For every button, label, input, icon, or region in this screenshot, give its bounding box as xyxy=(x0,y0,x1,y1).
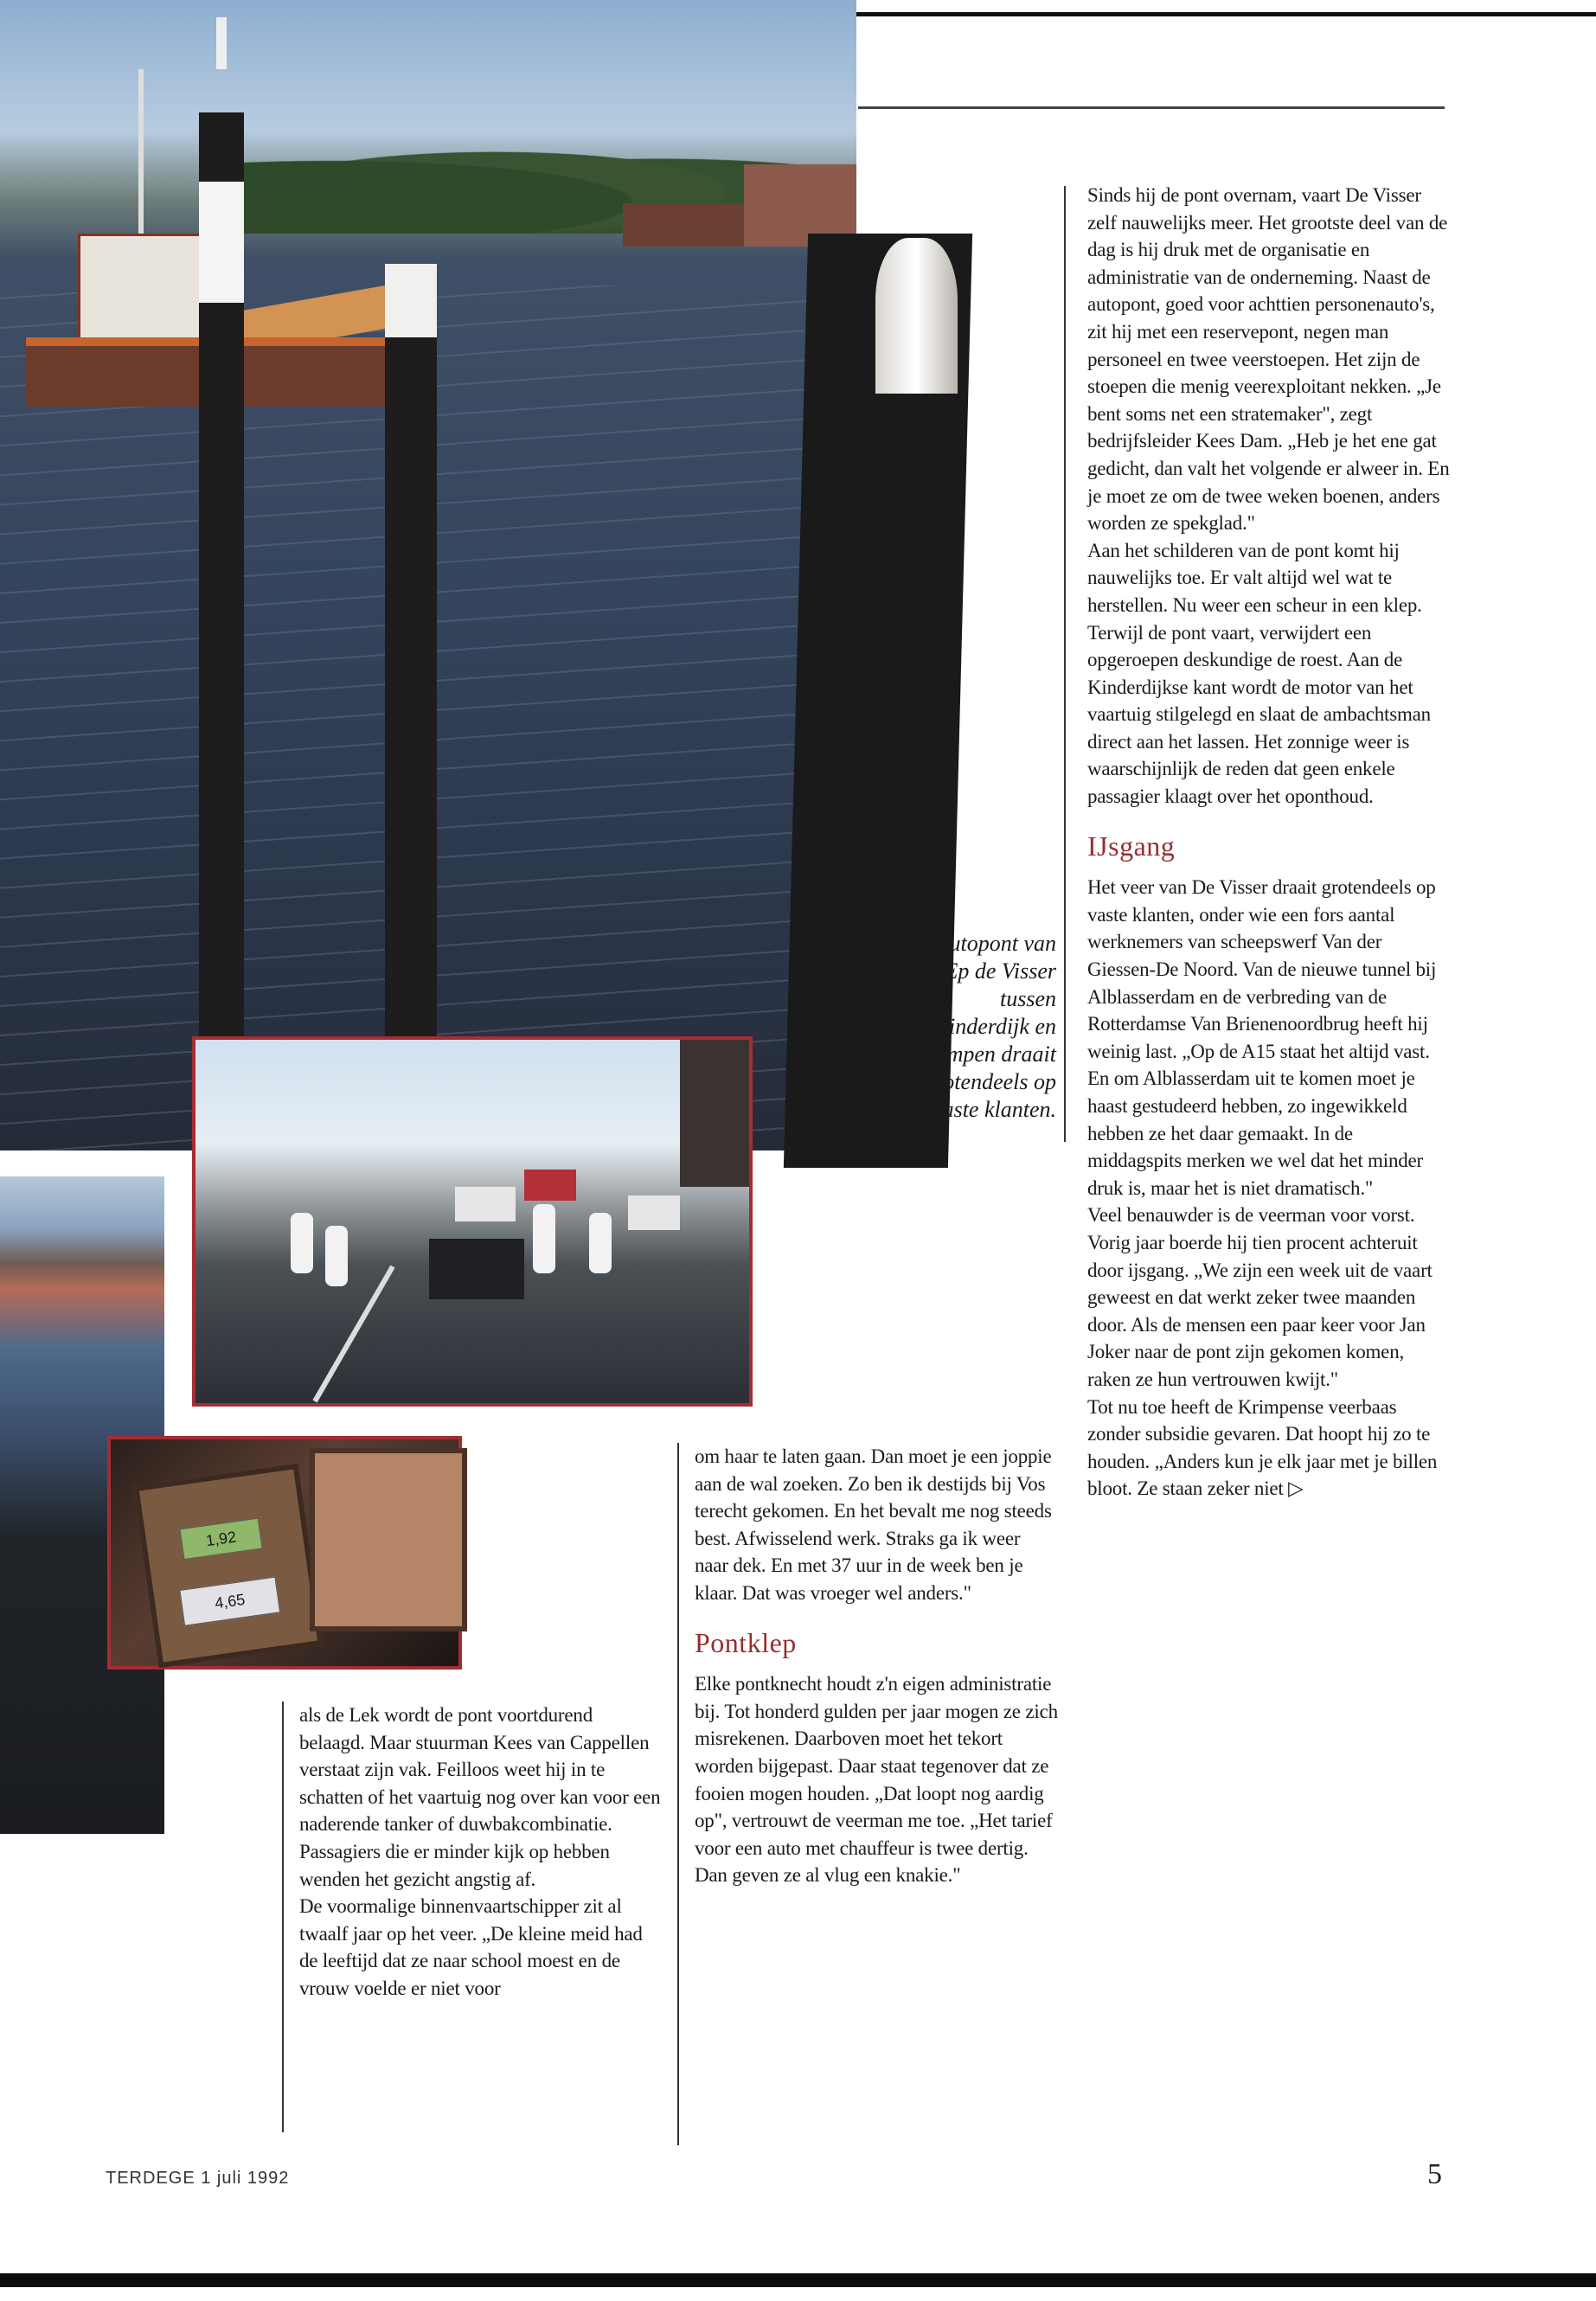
photo-road-cyclists xyxy=(192,1036,753,1407)
road-car xyxy=(455,1187,516,1221)
column-rule xyxy=(282,1702,284,2132)
main-photo-ferry xyxy=(0,0,856,1150)
footer-publication: TERDEGE 1 juli 1992 xyxy=(106,2169,290,2188)
article-column-middle xyxy=(695,1443,1058,1889)
photo-house xyxy=(623,203,753,247)
article-column-left xyxy=(299,1702,663,2003)
paragraph: Het veer van De Visser draait grotendeels op vaste klanten, onder wie een fors aantal werknemers van scheepswerf Van der Giessen-De Noord. Van de nieuwe tunnel bij Alblasserdam en de verbreding van de Rotterdamse Van Brienenoordbrug heeft hij weinig last. „Op de A15 staat het altijd vast. En om Alblasserdam uit te komen moet je haast gestudeerd hebben, zo ingewikkeld hebben ze het daar gemaakt. In de middagspits merken we wel dat het minder druk is, maar het is niet dramatisch." xyxy=(1087,876,1437,1199)
paragraph: Aan het schilderen van de pont komt hij nauwelijks toe. Er valt altijd wel wat te herstellen. Nu weer een scheur in een klep. Terwijl de pont vaart, verwijdert een opgeroepen deskundige de roest. Aan de Kinderdijkse kant wordt de motor van het vaartuig stilgelegd en slaat de ambachtsman direct aan het lassen. Het zonnige weer is waarschijnlijk de reden dat geen enkele passagier klaagt over het oponthoud. xyxy=(1087,539,1431,808)
ferry-mast xyxy=(138,69,144,234)
section-heading: IJsgang xyxy=(1087,830,1176,862)
paragraph: De voormalige binnenvaartschipper zit al twaalf jaar op het veer. „De kleine meid had de leeftijd dat ze naar school moest en de vrouw voelde er niet voor xyxy=(299,1895,643,1999)
paragraph: Tot nu toe heeft de Krimpense veerbaas zonder subsidie gevaren. Dat hoopt hij zo te houden. „Anders kun je elk jaar met je billen bloot. Ze staan zeker niet ▷ xyxy=(1087,1395,1438,1500)
mooring-pole-cap xyxy=(385,264,437,337)
article-column-right xyxy=(1087,182,1451,1503)
ferry-cabin xyxy=(78,234,213,351)
ticket-tray xyxy=(133,1464,324,1669)
road-car-dark xyxy=(429,1239,524,1299)
road-gate xyxy=(680,1040,749,1187)
column-rule xyxy=(677,1443,679,2145)
section-heading: Pontklep xyxy=(695,1626,797,1658)
paragraph: Elke pontknecht houdt z'n eigen administratie bij. Tot honderd gulden per jaar mogen ze zich misrekenen. Daarboven moet het tekort worden bijgepast. Daar staat tegenover dat ze fooien mogen houden. „Dat loopt nog aardig op", vertrouwt de veerman me toe. „Het tarief voor een auto met chauffeur is twee dertig. Dan geven ze al vlug een knakie." xyxy=(695,1673,1058,1887)
page-number: 5 xyxy=(1427,2158,1442,2190)
cyclist xyxy=(533,1204,555,1273)
road-car xyxy=(524,1170,576,1201)
mooring-pole xyxy=(385,268,437,1125)
top-rule xyxy=(858,106,1445,109)
road-marking xyxy=(312,1266,394,1403)
bottom-border-bar xyxy=(0,2273,1596,2287)
cyclist xyxy=(325,1226,348,1286)
paragraph: om haar te laten gaan. Dan moet je een joppie aan de wal zoeken. Zo ben ik destijds bij Vos terecht gekomen. En het bevalt me nog steeds best. Afwisselend werk. Straks ga ik weer naar dek. En met 37 uur in de week ben je klaar. Dat was vroeger wel anders." xyxy=(695,1445,1052,1604)
paragraph: Sinds hij de pont overnam, vaart De Visser zelf nauwelijks meer. Het grootste deel van de dag is hij druk met de organisatie en administratie van de onderneming. Naast de autopont, goed voor achttien personenauto's, zit hij met een reservepont, negen man personeel en twee veerstoepen. Het zijn de stoepen die menig veerexploitant nekken. „Je bent soms net een stratemaker", zegt bedrijfsleider Kees Dam. „Heb je het ene gat gedicht, dan valt het volgende er alweer in. En je moet ze om de twee weken boenen, anders worden ze spekglad." xyxy=(1087,184,1450,535)
cyclist xyxy=(291,1213,313,1273)
paragraph: als de Lek wordt de pont voortdurend belaagd. Maar stuurman Kees van Cappellen verstaat zijn vak. Feilloos weet hij in te schatten of het vaartuig nog over kan voor een naderende tanker of duwbakcombinatie. Passagiers die er minder kijk op hebben wenden het gezicht angstig af. xyxy=(299,1704,661,1890)
top-border-bar xyxy=(856,12,1596,16)
road-car xyxy=(628,1195,680,1230)
paragraph: Veel benauwder is de veerman voor vorst. Vorig jaar boerde hij tien procent achteruit door ijsgang. „We zijn een week uit de vaart geweest en dat werkt zeker twee maanden door. Als de mensen een paar keer voor Jan Joker naar de pont zijn gekomen komen, raken ze hun vertrouwen kwijt." xyxy=(1087,1204,1433,1390)
box-lid xyxy=(310,1448,467,1631)
column-rule xyxy=(1064,186,1066,1142)
ticket: 4,65 xyxy=(179,1577,280,1626)
ticket: 1,92 xyxy=(180,1518,263,1560)
cyclist xyxy=(589,1213,612,1273)
lamp-post xyxy=(216,17,227,69)
photo-ticket-box xyxy=(107,1436,462,1670)
mooring-pole-cap xyxy=(199,182,244,303)
tall-mooring-pole-cap xyxy=(875,238,958,394)
photo-caption: De autopont van Ep de Visser tussen Kinderdijk en Krimpen draait grotendeels op vaste klanten. xyxy=(906,931,1056,1122)
